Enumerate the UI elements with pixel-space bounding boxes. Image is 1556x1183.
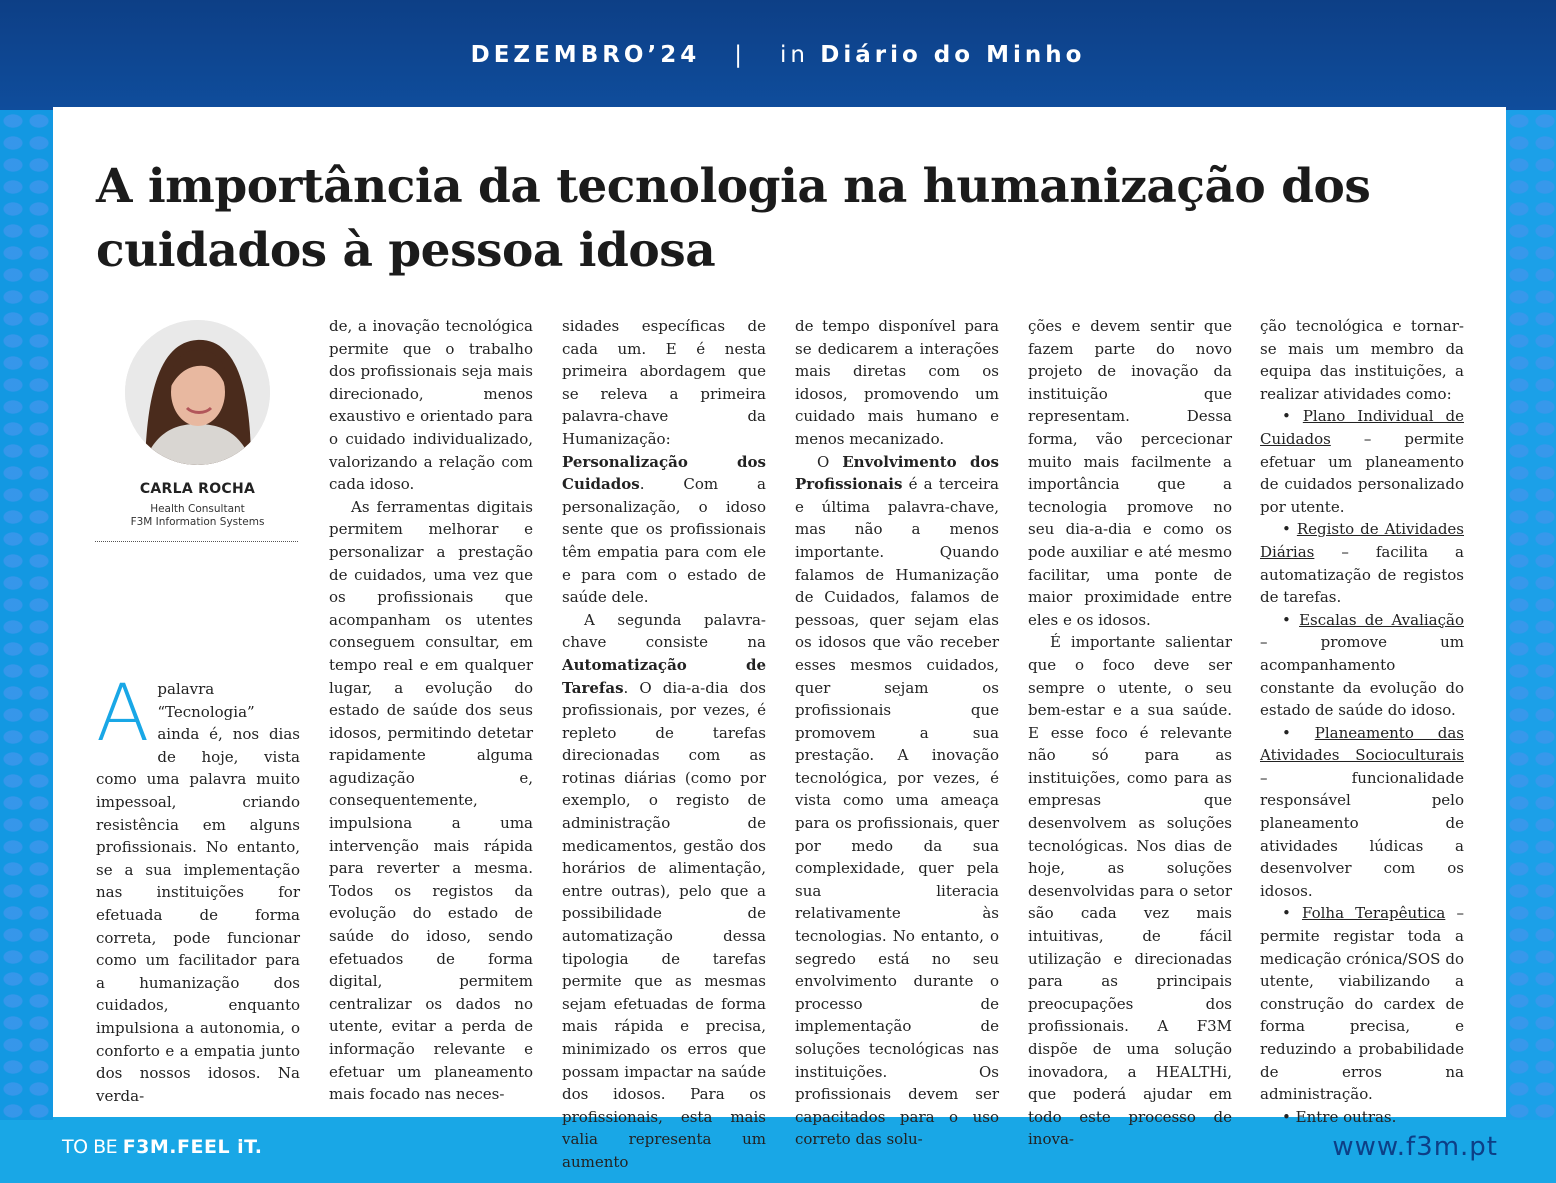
feature-list-item: • Folha Terapêutica – permite registar toda a medicação crónica/SOS do utente, viabilizando a construção do cardex de forma precisa, e reduzindo a probabilidade de erros na administração. xyxy=(1260,904,1464,1104)
column-paragraph: Apalavra “Tecnologia” ainda é, nos dias de hoje, vista como uma palavra muito impessoal, criando resistência em alguns profissionais. No entanto, se a sua implementação nas instituições for efetuada de forma correta, pode funcionar como um facilitador para a humanização dos cuidados, enquanto impulsiona a autonomia, o conforto e a empatia junto dos nossos idosos. Na verda- xyxy=(96,669,300,1105)
column-paragraph: de, a inovação tecnológica permite que o trabalho dos profissionais seja mais direcionado, menos exaustivo e orientado para o cuidado individualizado, valorizando a relação com cada idoso. xyxy=(329,317,533,494)
article-column-6 xyxy=(1260,315,1464,1128)
feature-list-item: • Entre outras. xyxy=(1282,1107,1397,1126)
feature-name: Plano Individual de Cuidados xyxy=(1260,407,1464,448)
feature-list-item: • Planeamento das Atividades Socioculturais – funcionalidade responsável pelo planeamento de atividades lúdicas a desenvolver com os idosos. xyxy=(1260,723,1464,900)
article-column-4 xyxy=(795,315,999,1151)
feature-name: Escalas de Avaliação xyxy=(1299,610,1464,629)
keyword-automatizacao: Automatização de Tarefas xyxy=(562,655,766,697)
right-dot-pattern xyxy=(1506,110,1556,1120)
issue-date: DEZEMBRO’24 xyxy=(470,42,701,68)
feature-name: Planeamento das Atividades Socioculturais xyxy=(1260,723,1464,765)
column-paragraph: ção tecnológica e tornar-se mais um membro da equipa das instituições, a realizar atividades como: xyxy=(1260,317,1464,403)
footer-slogan xyxy=(62,1136,262,1158)
author-divider xyxy=(95,541,298,542)
slogan-bold: F3M.FEEL iT. xyxy=(122,1136,263,1158)
column-paragraph: ções e devem sentir que fazem parte do novo projeto de inovação da instituição que representam. Dessa forma, vão percecionar muito mais facilmente a importância que a tecnologia promove no seu dia-a-dia e como os pode auxiliar e até mesmo facilitar, uma ponte de maior proximidade entre eles e os idosos. xyxy=(1028,317,1232,629)
article-column-5 xyxy=(1028,315,1232,1151)
header-text xyxy=(0,42,1556,68)
column-paragraph: sidades específicas de cada um. E é nesta primeira abordagem que se releva a primeira palavra-chave da Humanização: Personalização dos Cuidados. Com a personalização, o idoso sente que os profissionais têm empatia para com ele e para com o estado de saúde dele. xyxy=(562,317,766,607)
slogan-light: TO BE xyxy=(62,1136,123,1158)
article-column-2 xyxy=(329,315,533,1106)
feature-list-item: • Registo de Atividades Diárias – facilita a automatização de registos de tarefas. xyxy=(1260,520,1464,607)
article-column-3 xyxy=(562,315,766,1174)
header-separator: | xyxy=(734,42,746,68)
feature-list-item: • Escalas de Avaliação – promove um acompanhamento constante da evolução do estado de saúde do idoso. xyxy=(1260,610,1464,720)
keyword-personalizacao: Personalização dos Cuidados xyxy=(562,452,766,494)
feature-name: Registo de Atividades Diárias xyxy=(1260,520,1464,561)
column-paragraph: As ferramentas digitais permitem melhorar e personalizar a prestação de cuidados, uma vez que os profissionais que acompanham os utentes conseguem consultar, em tempo real e em qualquer lugar, a evolução do estado de saúde dos seus idosos, permitindo detetar rapidamente alguma agudização e, consequentemente, impulsiona a uma intervenção mais rápida para reverter a mesma. Todos os registos da evolução do estado de saúde do idoso, sendo efetuados de forma digital, permitem centralizar os dados no utente, evitar a perda de informação relevante e efetuar um planeamento mais focado nas neces- xyxy=(329,497,533,1104)
author-name: CARLA ROCHA xyxy=(139,481,256,497)
article-title: A importância da tecnologia na humanização dos cuidados à pessoa idosa xyxy=(96,159,1371,278)
feature-list-item: • Plano Individual de Cuidados – permite efetuar um planeamento de cuidados personalizado por utente. xyxy=(1260,407,1464,516)
drop-cap: A xyxy=(96,669,150,759)
publication-name: Diário do Minho xyxy=(820,42,1086,68)
feature-name: Folha Terapêutica xyxy=(1302,904,1446,923)
column-paragraph: É importante salientar que o foco deve ser sempre o utente, o seu bem-estar e a sua saúde. E esse foco é relevante não só para as instituições, como para as empresas que desenvolvem as soluções tecnológicas. Nos dias de hoje, as soluções desenvolvidas para o setor são cada vez mais intuitivas, de fácil utilização e direcionadas para as principais preocupações dos profissionais. A F3M dispõe de uma solução inovadora, a HEALTHi, que poderá ajudar em todo este processo de inova- xyxy=(1028,633,1232,1149)
author-company: F3M Information Systems xyxy=(130,516,265,528)
left-dot-pattern xyxy=(0,110,53,1120)
author-role: Health Consultant xyxy=(150,503,245,515)
column-paragraph: A segunda palavra-chave consiste na Automatização de Tarefas. O dia-a-dia dos profissionais, por vezes, é repleto de tarefas direcionadas com as rotinas diárias (como por exemplo, o registo de administração de medicamentos, gestão dos horários de alimentação, entre outras), pelo que a possibilidade de automatização dessa tipologia de tarefas permite que as mesmas sejam efetuadas de forma mais rápida e precisa, minimizado os erros que possam impactar na saúde dos idosos. Para os profissionais, esta mais valia representa um aumento xyxy=(562,610,766,1171)
author-photo xyxy=(125,320,270,465)
author-portrait-icon xyxy=(125,320,270,465)
footer-website-link[interactable]: www.f3m.pt xyxy=(1332,1132,1498,1162)
article-column-1 xyxy=(96,669,300,1107)
header-bar xyxy=(0,0,1556,110)
column-paragraph: de tempo disponível para se dedicarem a interações mais diretas com os idosos, promovendo um cuidado mais humano e menos mecanizado. xyxy=(795,317,999,448)
keyword-envolvimento: Envolvimento dos Profissionais xyxy=(795,452,999,494)
header-in: in xyxy=(779,42,809,68)
column-paragraph: O Envolvimento dos Profissionais é a terceira e última palavra-chave, mas não a menos importante. Quando falamos de Humanização de Cuidados, falamos de pessoas, quer sejam elas os idosos que vão receber esses mesmos cuidados, quer sejam os profissionais que promovem a sua prestação. A inovação tecnológica, por vezes, é vista como uma ameaça para os profissionais, quer por medo da sua complexidade, quer pela sua literacia relativamente às tecnologias. No entanto, o segredo está no seu envolvimento durante o processo de implementação de soluções tecnológicas nas instituições. Os profissionais devem ser capacitados para o uso correto das solu- xyxy=(795,452,999,1149)
